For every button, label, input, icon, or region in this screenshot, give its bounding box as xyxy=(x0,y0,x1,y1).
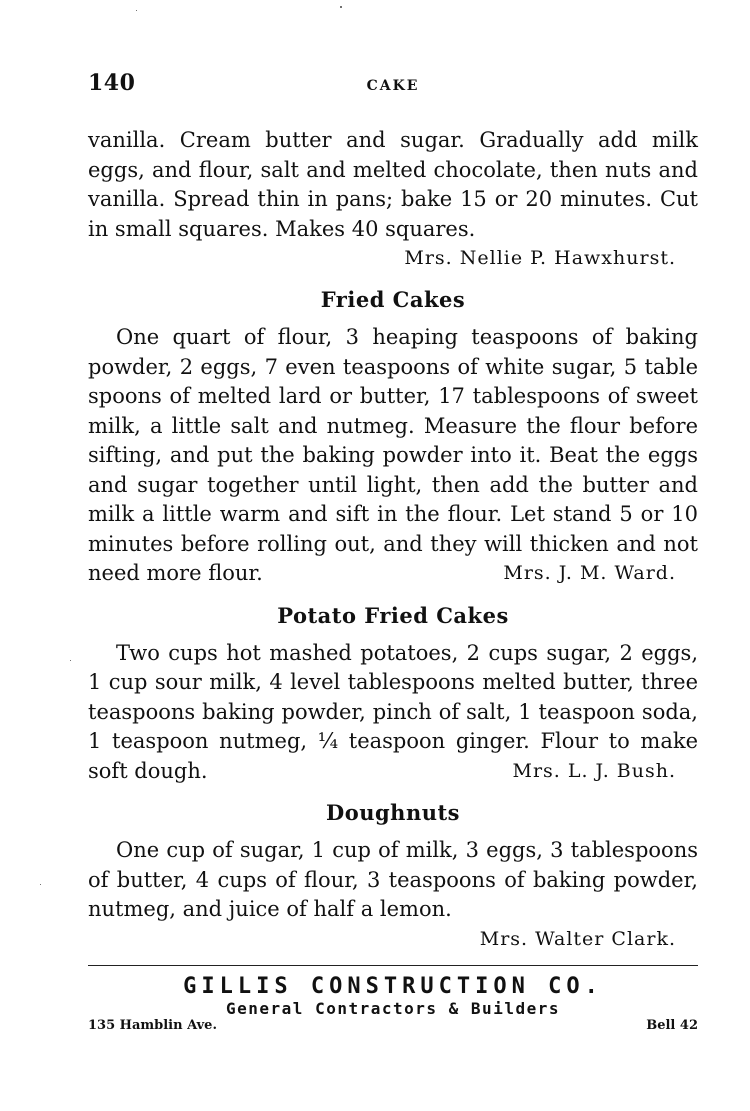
advertisement xyxy=(88,974,698,1034)
paper-speck xyxy=(70,660,71,661)
advertisement-address: 135 Hamblin Ave. xyxy=(88,1018,217,1033)
paper-speck xyxy=(340,6,342,8)
recipe-text xyxy=(88,323,698,589)
advertisement-footer xyxy=(88,1018,698,1036)
recipe-text xyxy=(88,639,698,787)
running-title: CAKE xyxy=(366,78,420,94)
advertisement-tagline: General Contractors & Builders xyxy=(226,999,560,1018)
recipe-text-body: One quart of flour, 3 heaping teaspoons of baking powder, 2 eggs, 7 even teaspoons of white sugar, 5 table spoons of melted lard or butter, 17 tablespoons of sweet milk, a little salt and nutmeg. Measure the flour before sifting, and put the baking powder into it. Beat the eggs and sugar together until light, then add the butter and milk a little warm and sift in the flour. Let stand 5 or 10 minutes before rolling out, and they will thicken and not need more flour. xyxy=(88,325,698,585)
page-header xyxy=(88,70,698,104)
recipe-doughnuts xyxy=(88,799,698,954)
page-body xyxy=(88,126,698,954)
paper-speck xyxy=(136,10,137,11)
recipe-title: Fried Cakes xyxy=(320,287,466,312)
recipe-author: Mrs. L. J. Bush. xyxy=(512,759,676,782)
recipe-text: vanilla. Cream butter and sugar. Gradually add milk eggs, and flour, salt and melted chocolate, then nuts and vanilla. Spread thin in pans; bake 15 or 20 minutes. Cut in small squares. Makes 40 squares. xyxy=(88,128,698,241)
advertisement-divider xyxy=(88,965,698,966)
recipe-title: Doughnuts xyxy=(326,800,460,825)
recipe-author: Mrs. Nellie P. Hawxhurst. xyxy=(404,247,676,269)
recipe-text-body: Two cups hot mashed potatoes, 2 cups sugar, 2 eggs, 1 cup sour milk, 4 level tablespoons melted butter, three teaspoons baking powder, pinch of salt, 1 teaspoon soda, 1 teaspoon nutmeg, ¼ teaspoon ginger. Flour to make soft dough. xyxy=(88,640,698,783)
recipe-title: Potato Fried Cakes xyxy=(277,602,509,628)
recipe-fried-cakes xyxy=(88,286,698,589)
page-number: 140 xyxy=(88,70,136,96)
recipe-continued xyxy=(88,126,698,273)
recipe-text: One cup of sugar, 1 cup of milk, 3 eggs, 3 tablespoons of butter, 4 cups of flour, 3 teaspoons of baking powder, nutmeg, and juice of half a lemon. xyxy=(88,838,698,921)
advertisement-phone: Bell 42 xyxy=(646,1018,698,1033)
paper-speck xyxy=(40,884,41,885)
recipe-author: Mrs. Walter Clark. xyxy=(479,927,676,950)
recipe-author: Mrs. J. M. Ward. xyxy=(503,562,676,584)
advertisement-company: GILLIS CONSTRUCTION CO. xyxy=(183,974,603,999)
recipe-potato-fried-cakes xyxy=(88,602,698,787)
